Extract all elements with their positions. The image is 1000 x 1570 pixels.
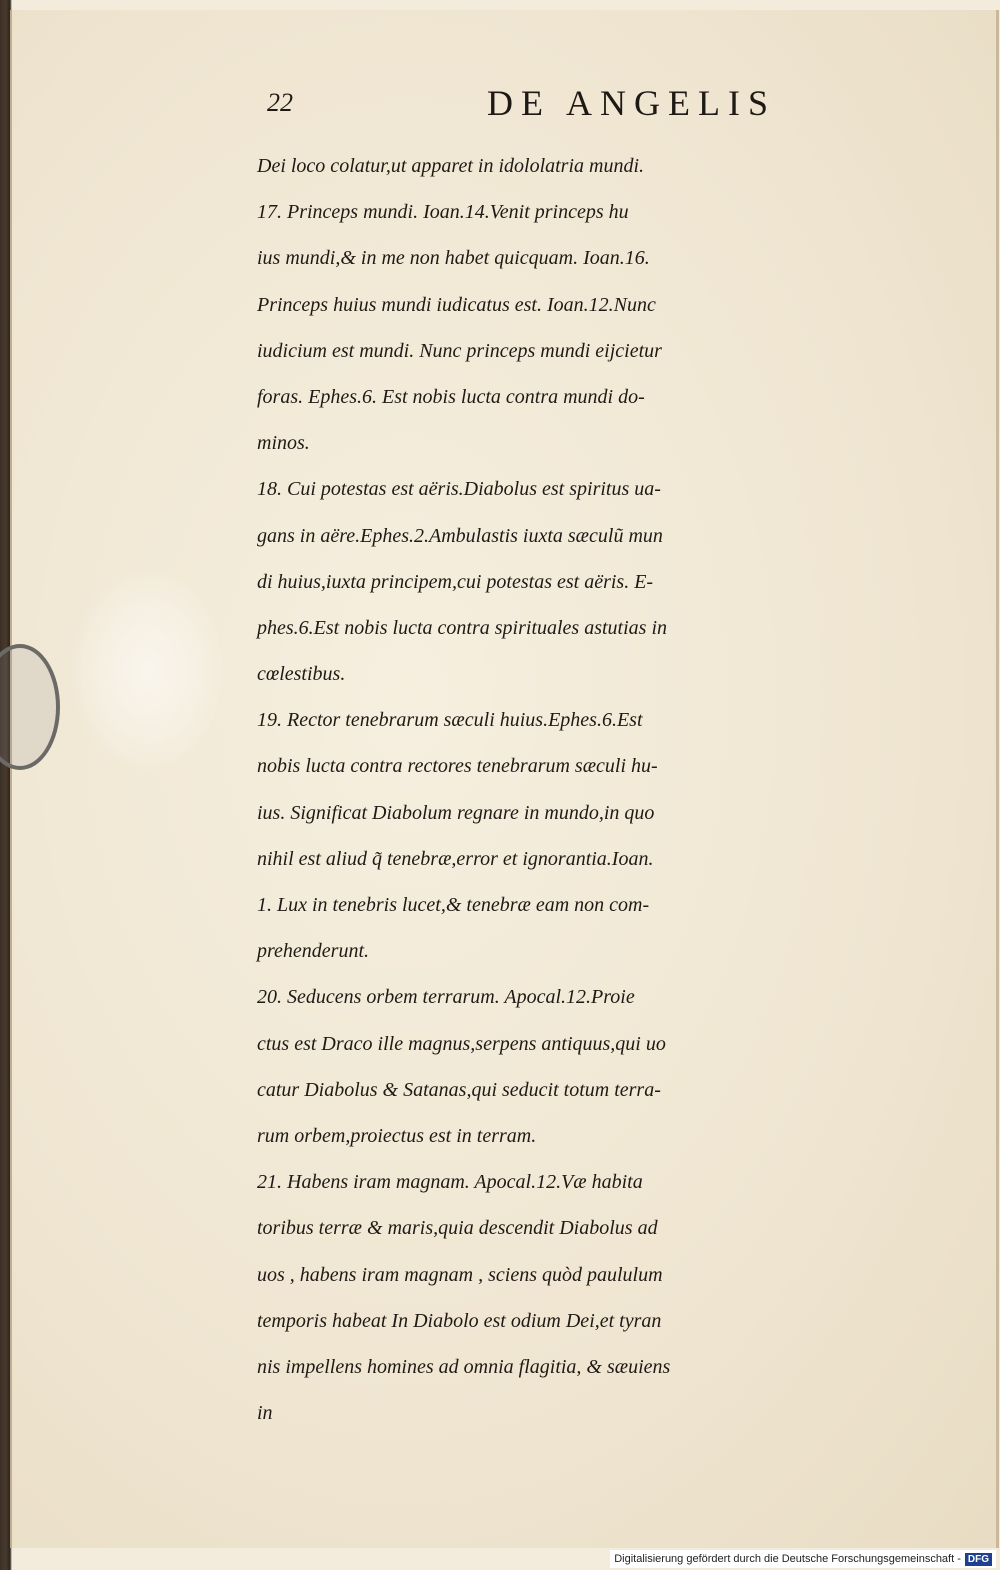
text-line: temporis habeat In Diabolo est odium Dei,et tyran (257, 1309, 662, 1332)
text-line: toribus terræ & maris,quia descendit Diabolus ad (257, 1217, 658, 1240)
text-line: iudicium est mundi. Nunc princeps mundi eijcietur (257, 339, 662, 362)
text-line: nihil est aliud q̃ tenebræ,error et ignorantia.Ioan. (257, 847, 654, 870)
text-line: uos , habens iram magnam , sciens quòd paululum (257, 1263, 663, 1286)
text-line: in (257, 1402, 273, 1425)
page-number: 22 (267, 88, 293, 117)
text-line: ius. Significat Diabolum regnare in mundo,in quo (257, 801, 655, 824)
text-line: di huius,iuxta principem,cui potestas est aëris. E- (257, 570, 654, 593)
text-line: minos. (257, 432, 310, 455)
paper-stain (72, 570, 222, 770)
running-title: DE ANGELIS (487, 83, 776, 123)
dfg-logo: DFG (965, 1553, 992, 1566)
running-head (267, 82, 967, 126)
text-line: catur Diabolus & Satanas,qui seducit totum terra- (257, 1078, 661, 1101)
text-line: nis impellens homines ad omnia flagitia, & sæuiens (257, 1355, 671, 1378)
text-line: Dei loco colatur,ut apparet in idololatria mundi. (257, 155, 645, 177)
text-line: 20. Seducens orbem terrarum. Apocal.12.Proie (257, 986, 635, 1009)
text-line: rum orbem,proiectus est in terram. (257, 1124, 537, 1147)
body-text (257, 143, 977, 1436)
text-line: 17. Princeps mundi. Ioan.14.Venit princeps hu (257, 201, 629, 224)
text-line: cœlestibus. (257, 663, 346, 686)
digitization-credit-footer (610, 1550, 996, 1568)
text-line: 19. Rector tenebrarum sæculi huius.Ephes.6.Est (257, 709, 643, 732)
text-line: nobis lucta contra rectores tenebrarum sæculi hu- (257, 755, 658, 778)
text-line: gans in aëre.Ephes.2.Ambulastis iuxta sæculũ mun (257, 524, 663, 547)
text-line: Princeps huius mundi iudicatus est. Ioan.12.Nunc (257, 293, 656, 316)
text-line: 18. Cui potestas est aëris.Diabolus est spiritus ua- (257, 478, 661, 501)
book-page (10, 10, 999, 1548)
text-line: 1. Lux in tenebris lucet,& tenebræ eam non com- (257, 894, 650, 916)
funding-credit: Digitalisierung gefördert durch die Deutsche Forschungsgemeinschaft - (614, 1553, 961, 1565)
text-line: ius mundi,& in me non habet quicquam. Ioan.16. (257, 247, 650, 270)
page-clip (0, 644, 60, 770)
text-line: phes.6.Est nobis lucta contra spirituales astutias in (257, 616, 668, 639)
text-line: prehenderunt. (257, 940, 370, 963)
text-line: 21. Habens iram magnam. Apocal.12.Væ habita (257, 1171, 643, 1194)
text-line: foras. Ephes.6. Est nobis lucta contra mundi do- (257, 385, 645, 408)
text-line: ctus est Draco ille magnus,serpens antiquus,qui uo (257, 1032, 666, 1055)
